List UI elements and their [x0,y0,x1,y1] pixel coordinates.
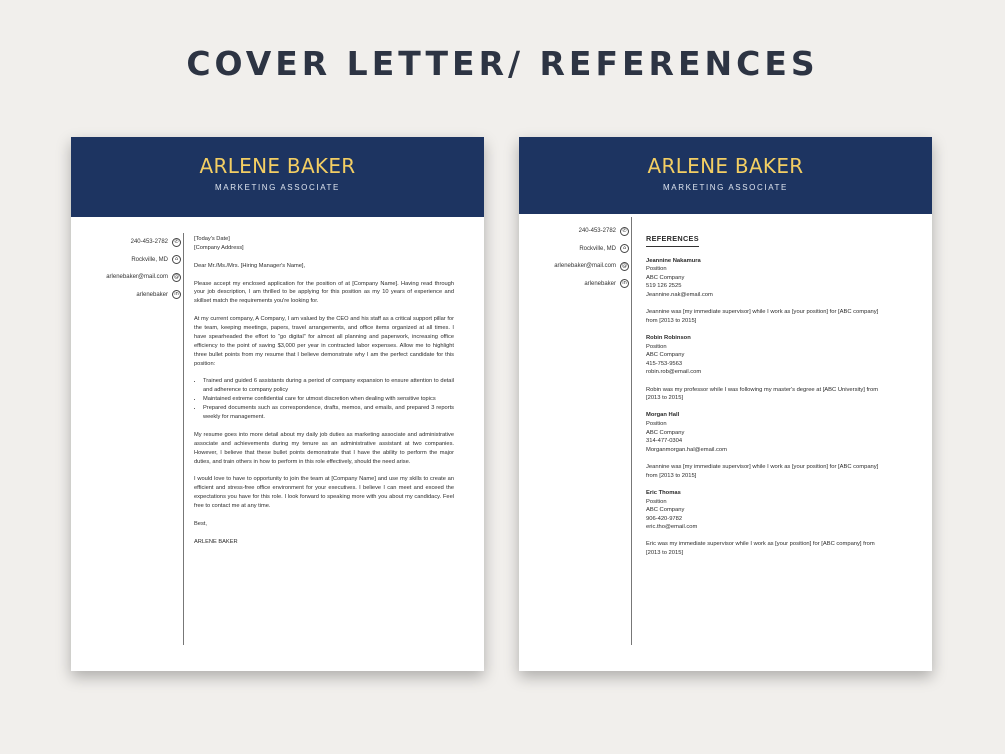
contact-location [71,255,181,265]
letter-signature: ARLENE BAKER [194,538,238,545]
phone-icon: ✆ [172,238,181,247]
letter-paragraph-2: At my current company, A Company, I am valued by the CEO and his staff as a critical support pillar for the team, keeping meetings, papers, travel arrangements, and office items organized at all times. I have spearheaded the effort to “go digital” for almost all planning and paperwork, increasing office efficiency to the point of saving $3,000 per year in contracted labor expenses. Allow me to highlight three bullet points from my resume that I believe demonstrate why I am the perfect candidate for this position: [194,316,454,367]
letter-paragraph-1: Please accept my enclosed application for the position of at [Company Name]. Having read through your job description, I am thrilled to be applying for this position as my 10 years of experience and skillset match the requirements you're looking for. [194,280,454,305]
contact-linkedin [71,290,181,300]
letter-bullet: • Prepared documents such as correspondence, drafts, memos, and emails, and prepared 3 reports weekly for management. [203,404,454,422]
candidate-role: MARKETING ASSOCIATE [215,183,340,192]
contact-list [71,237,181,307]
location-text: Rockville, MD [579,245,616,252]
letter-paragraph-4: I would love to have to opportunity to join the team at [Company Name] and use my skills to create an efficient and stress-free office environment for your executives. I believe I can meet and exceed the expectations you have for this role. I look forward to speaking more with you about my candidacy. Feel free to contact me at any time. [194,476,454,510]
linkedin-icon: in [172,290,181,299]
email-text: arlenebaker@mail.com [106,274,168,281]
candidate-name: ARLENE BAKER [647,154,804,178]
cover-letter-sheet [71,137,484,671]
contact-phone [71,237,181,247]
email-icon: @ [174,273,179,280]
reference-phone: 519 126 2525 [646,283,682,290]
letter-body [194,235,454,555]
reference-name: Eric Thomas [646,489,681,496]
reference-entry [646,489,886,558]
candidate-role: MARKETING ASSOCIATE [663,183,788,192]
vertical-divider [183,233,184,645]
letter-address: [Company Address] [194,244,244,251]
reference-note: Jeannine was [my immediate supervisor] while I work as [your position] for [ABC company] from [2013 to 2015] [646,309,879,324]
reference-position: Position [646,266,667,273]
letter-closing: Best, [194,520,207,527]
letter-date: [Today's Date] [194,236,230,242]
reference-phone: 906-420-9782 [646,515,683,522]
reference-position: Position [646,421,667,428]
letter-bullet: • Trained and guided 6 assistants during a period of company expansion to ensure attention to detail and adherence to company policy [203,377,454,395]
linkedin-icon: in [620,279,629,288]
email-text: arlenebaker@mail.com [554,263,616,270]
linkedin-text: arlenebaker [584,280,616,287]
vertical-divider [631,217,632,645]
page-title: COVER LETTER/ REFERENCES [186,44,819,83]
reference-name: Morgan Hall [646,412,680,419]
letter-bullet: • Maintained extreme confidential care for utmost discretion when dealing with sensitive topics [203,395,454,404]
home-icon: ⌂ [620,244,629,253]
phone-icon: ✆ [620,227,629,236]
reference-email: robin.rob@email.com [646,369,702,376]
home-icon: ⌂ [172,255,181,264]
references-section [646,235,886,566]
reference-note: Eric was my immediate supervisor while I work as [your position] for [ABC company] from [2013 to 2015] [646,541,875,557]
phone-text: 240-453-2782 [130,239,168,245]
location-text: Rockville, MD [131,256,168,263]
reference-email: Morganmorgan.hal@email.com [646,446,727,453]
reference-position: Position [646,498,667,505]
reference-entry [646,257,886,326]
reference-name: Jeannine Nakamura [646,257,701,264]
reference-entry [646,334,886,403]
reference-name: Robin Robinson [646,335,691,342]
contact-email [71,272,181,282]
contact-phone [519,226,629,236]
reference-entry [646,411,886,480]
reference-email: Jeannine.nak@email.com [646,291,713,298]
reference-note: Robin was my professor while I was following my master's degree at [ABC University] from [2013 to 2015] [646,386,879,402]
references-sheet [519,137,932,671]
reference-company: ABC Company [646,507,685,514]
letter-paragraph-3: My resume goes into more detail about my daily job duties as marketing associate and administrative associate and achievements during my tenure as an administrative assistant at two companies. However, I believe that these bullet points demonstrate that I have the ability to perform the major duties, and train others in how to perform in this role effectively, should the need arise. [194,431,454,465]
email-icon: @ [622,262,627,269]
reference-phone: 415-753-9563 [646,360,683,367]
reference-company: ABC Company [646,352,685,359]
reference-email: eric.tho@email.com [646,524,698,531]
contact-linkedin [519,279,629,289]
letter-salutation: Dear Mr./Ms./Mrs. [Hiring Manager's Name], [194,262,306,269]
reference-company: ABC Company [646,274,685,281]
phone-text: 240-453-2782 [578,228,616,234]
header-band [519,137,932,214]
references-heading: REFERENCES [646,235,699,247]
linkedin-text: arlenebaker [136,291,168,298]
contact-list [519,226,629,296]
header-band [71,137,484,217]
candidate-name: ARLENE BAKER [199,154,356,178]
letter-bullets [203,377,454,422]
contact-email [519,261,629,271]
reference-phone: 314-477-0304 [646,438,683,445]
contact-location [519,244,629,254]
reference-position: Position [646,343,667,350]
reference-company: ABC Company [646,429,685,436]
reference-note: Jeannine was [my immediate supervisor] while I work as [your position] for [ABC company] from [2013 to 2015] [646,464,879,479]
